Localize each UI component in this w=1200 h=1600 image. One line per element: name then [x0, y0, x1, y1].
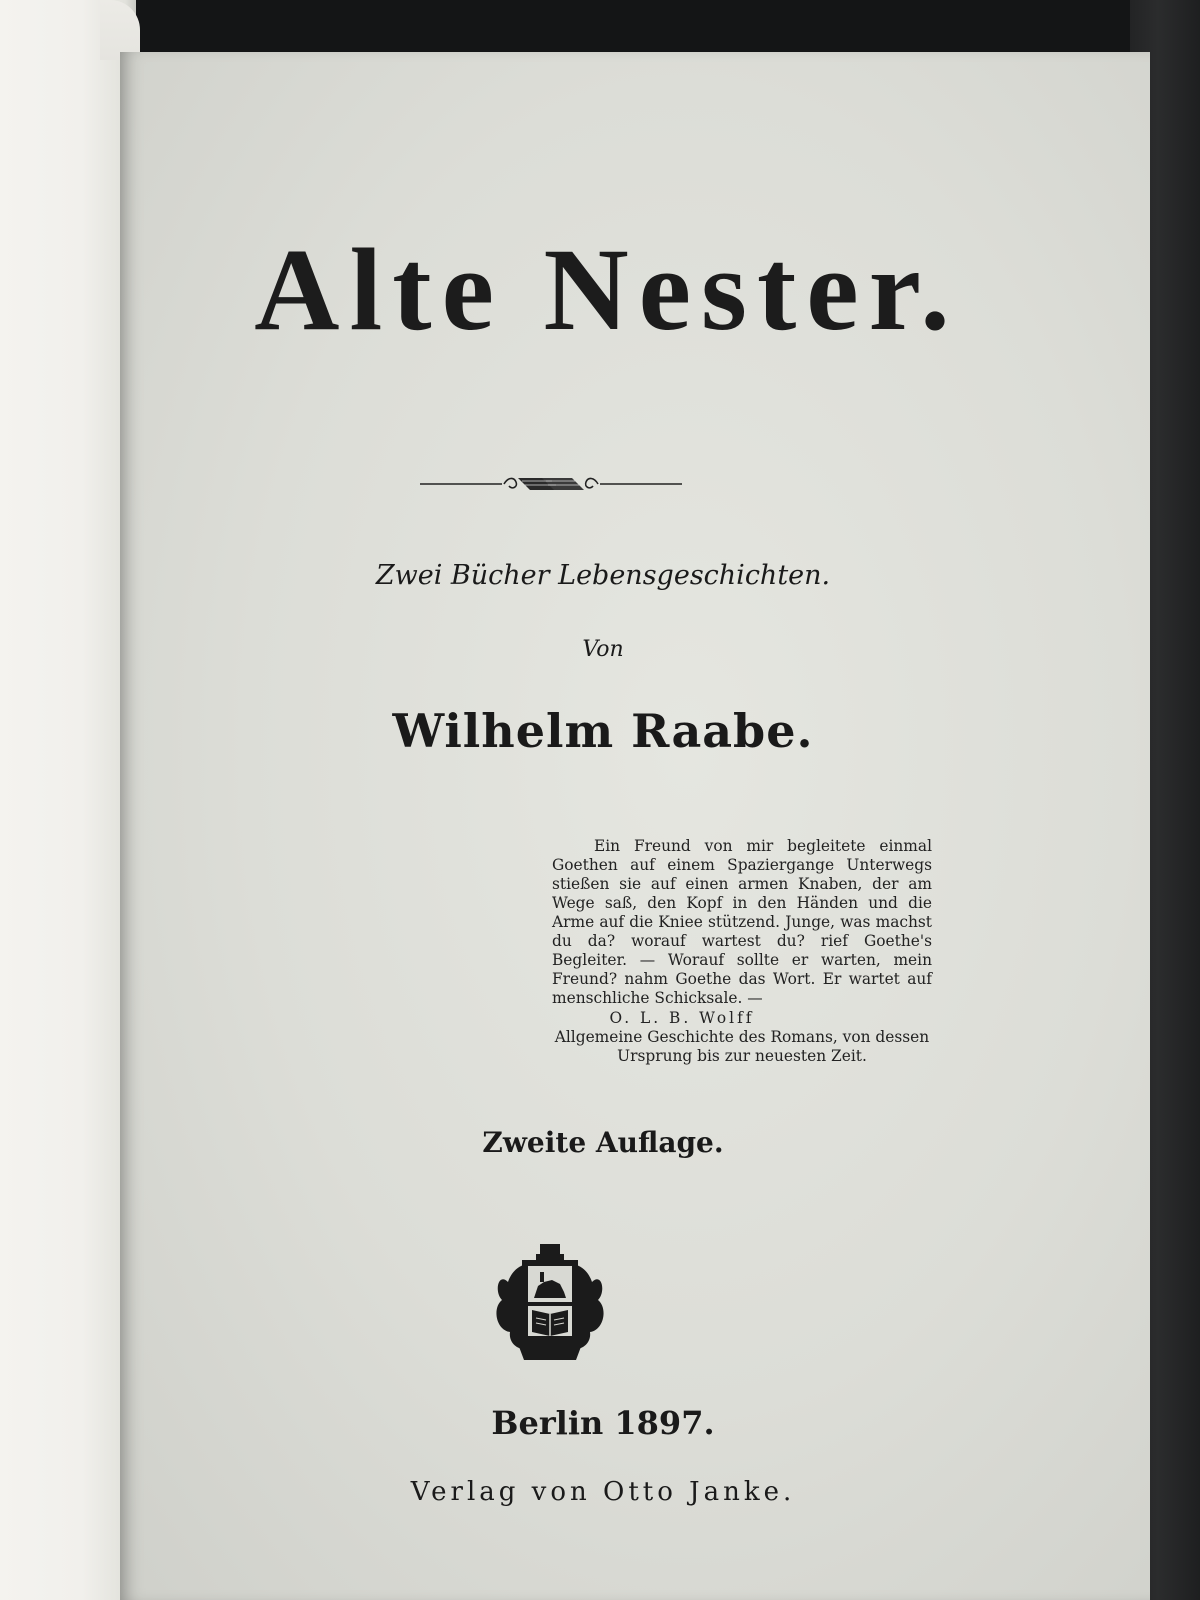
publisher-crest-icon [488, 1242, 612, 1366]
place-and-year: Berlin 1897. [491, 1404, 715, 1442]
epigraph [552, 837, 932, 1066]
title-page [120, 52, 1150, 1600]
epigraph-author: O. L. B. Wolff [609, 1009, 755, 1027]
publisher-line: Verlag von Otto Janke. [410, 1477, 796, 1507]
edition-label: Zweite Auflage. [482, 1126, 724, 1159]
author-name: Wilhelm Raabe. [392, 704, 814, 758]
main-title: Alte Nester. [254, 224, 960, 355]
epigraph-text: Ein Freund von mir begleitete einmal Goethen auf einem Spaziergange Unterwegs stießen sie auf einen armen Knaben, der am Wege saß, den Kopf in den Händen und die Arme auf die Kniee stützend. Junge, was machst du da? worauf wartest du? rief Goethe's Begleiter. — Worauf sollte er warten, mein Freund? nahm Goethe das Wort. Er wartet auf menschliche Schicksale. — [552, 837, 932, 1007]
subtitle: Zwei Bücher Lebensgeschichten. [375, 560, 831, 591]
by-line: Von [582, 637, 624, 662]
title-divider-ornament-icon [420, 472, 682, 496]
epigraph-source: Allgemeine Geschichte des Romans, von dessen Ursprung bis zur neuesten Zeit. [554, 1028, 930, 1065]
